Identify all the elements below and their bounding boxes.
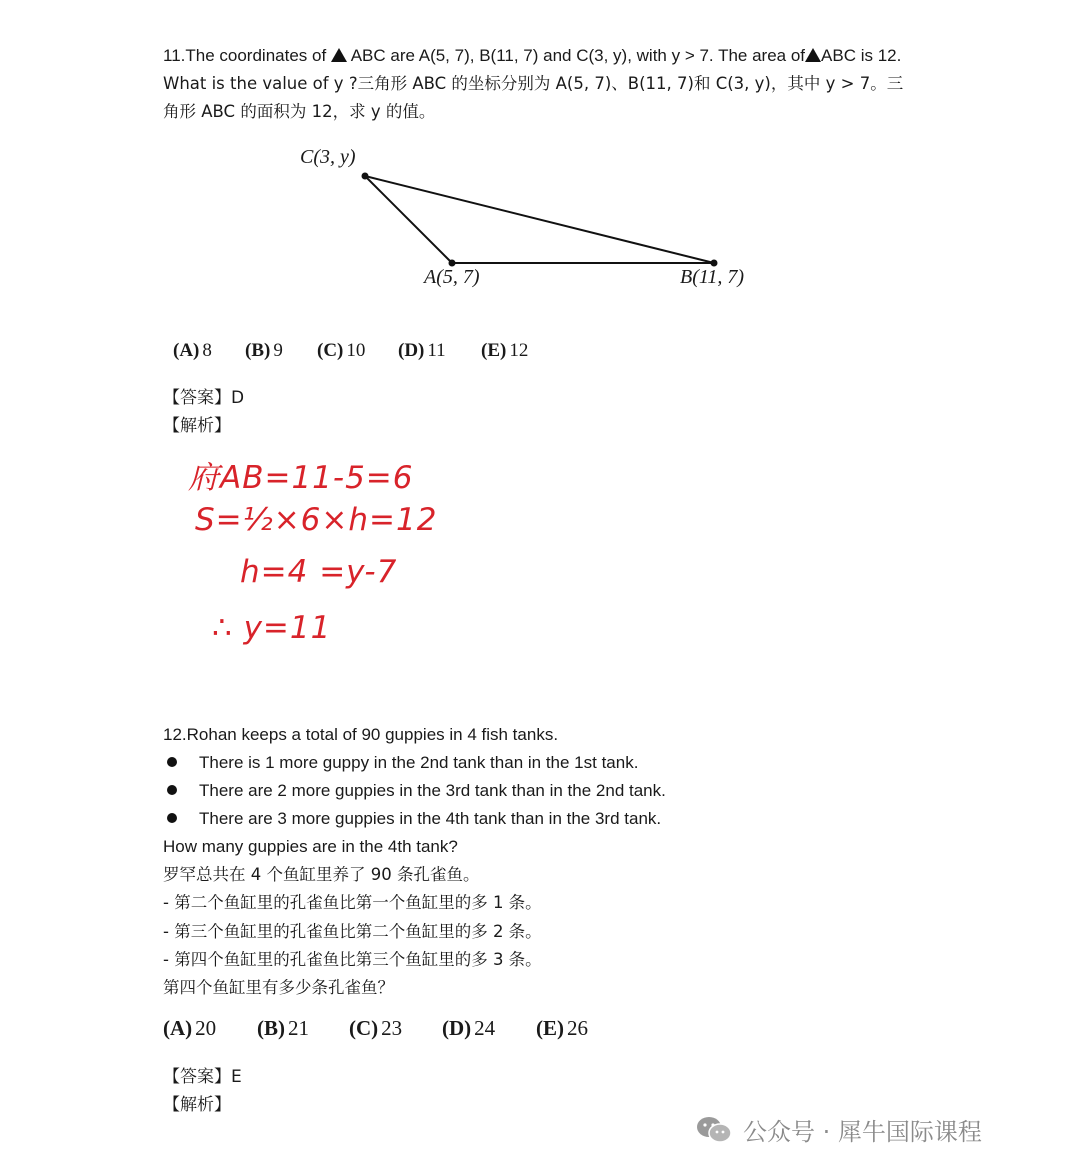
triangle-icon: [331, 48, 347, 62]
watermark-text: 公众号 · 犀牛国际课程: [743, 1118, 982, 1146]
q12-cn-line: 罗罕总共在 4 个鱼缸里养了 90 条孔雀鱼。: [163, 865, 480, 884]
handwriting-line-2: S=½×6×h=12: [195, 502, 438, 538]
q12-cn-line: - 第二个鱼缸里的孔雀鱼比第一个鱼缸里的多 1 条。: [163, 893, 542, 912]
q12-cn-line: - 第三个鱼缸里的孔雀鱼比第二个鱼缸里的多 2 条。: [163, 922, 542, 941]
label-c: C(3, y): [300, 146, 356, 168]
q12-question: How many guppies are in the 4th tank?: [163, 837, 458, 856]
bullet-icon: [167, 813, 177, 823]
q12-answer: 【答案】E: [163, 1067, 242, 1087]
q12-title: 12.Rohan keeps a total of 90 guppies in 4 fish tanks.: [163, 725, 559, 744]
handwriting-line-4: ∴ y=11: [212, 610, 332, 646]
watermark: [695, 1112, 982, 1147]
wechat-icon: [695, 1115, 733, 1145]
q12-cn-line: 第四个鱼缸里有多少条孔雀鱼？: [163, 978, 394, 997]
q12-choice-a: (A) 20: [163, 1016, 217, 1040]
q11-analysis-label: 【解析】: [163, 416, 231, 436]
q12-choice-b: (B) 21: [257, 1016, 309, 1040]
q11-choice-e: (E) 12: [481, 340, 529, 361]
q11-line2: What is the value of y ?三角形 ABC 的坐标分别为 A(5, 7)、B(11, 7)和 C(3, y)，其中 y > 7。三: [163, 74, 904, 93]
bullet-icon: [167, 757, 177, 767]
edge-cb: [365, 176, 714, 263]
q12-cn-line: - 第四个鱼缸里的孔雀鱼比第三个鱼缸里的多 3 条。: [163, 950, 542, 969]
edge-ca: [365, 176, 452, 263]
q11-choice-a: (A) 8: [173, 340, 212, 361]
q12-choice-d: (D) 24: [442, 1016, 496, 1040]
bullet-icon: [167, 785, 177, 795]
handwriting-line-3: h=4 =y-7: [240, 554, 398, 590]
q11-choice-c: (C) 10: [317, 340, 366, 361]
q11-answer: 【答案】D: [163, 388, 245, 408]
triangle-icon: [805, 48, 821, 62]
q12-choice-c: (C) 23: [349, 1016, 403, 1040]
q11-choice-b: (B) 9: [245, 340, 283, 361]
q12-analysis-label: 【解析】: [163, 1095, 231, 1115]
q11-line3: 角形 ABC 的面积为 12，求 y 的值。: [163, 102, 436, 121]
q12-choice-e: (E) 26: [536, 1016, 588, 1040]
q12-bullet: There are 3 more guppies in the 4th tank than in the 3rd tank.: [163, 805, 661, 833]
q12-bullet: There are 2 more guppies in the 3rd tank than in the 2nd tank.: [163, 777, 666, 805]
q11-line1: 11.The coordinates of ABC are A(5, 7), B(11, 7) and C(3, y), with y > 7. The area of ABC is 12.: [163, 46, 902, 65]
label-a: A(5, 7): [424, 266, 480, 288]
label-b: B(11, 7): [680, 266, 745, 288]
q11-choice-d: (D) 11: [398, 340, 446, 361]
handwriting-line-1: 府AB=11-5=6: [188, 460, 414, 496]
q12-bullet: There is 1 more guppy in the 2nd tank than in the 1st tank.: [163, 749, 638, 777]
point-c: [362, 173, 369, 180]
